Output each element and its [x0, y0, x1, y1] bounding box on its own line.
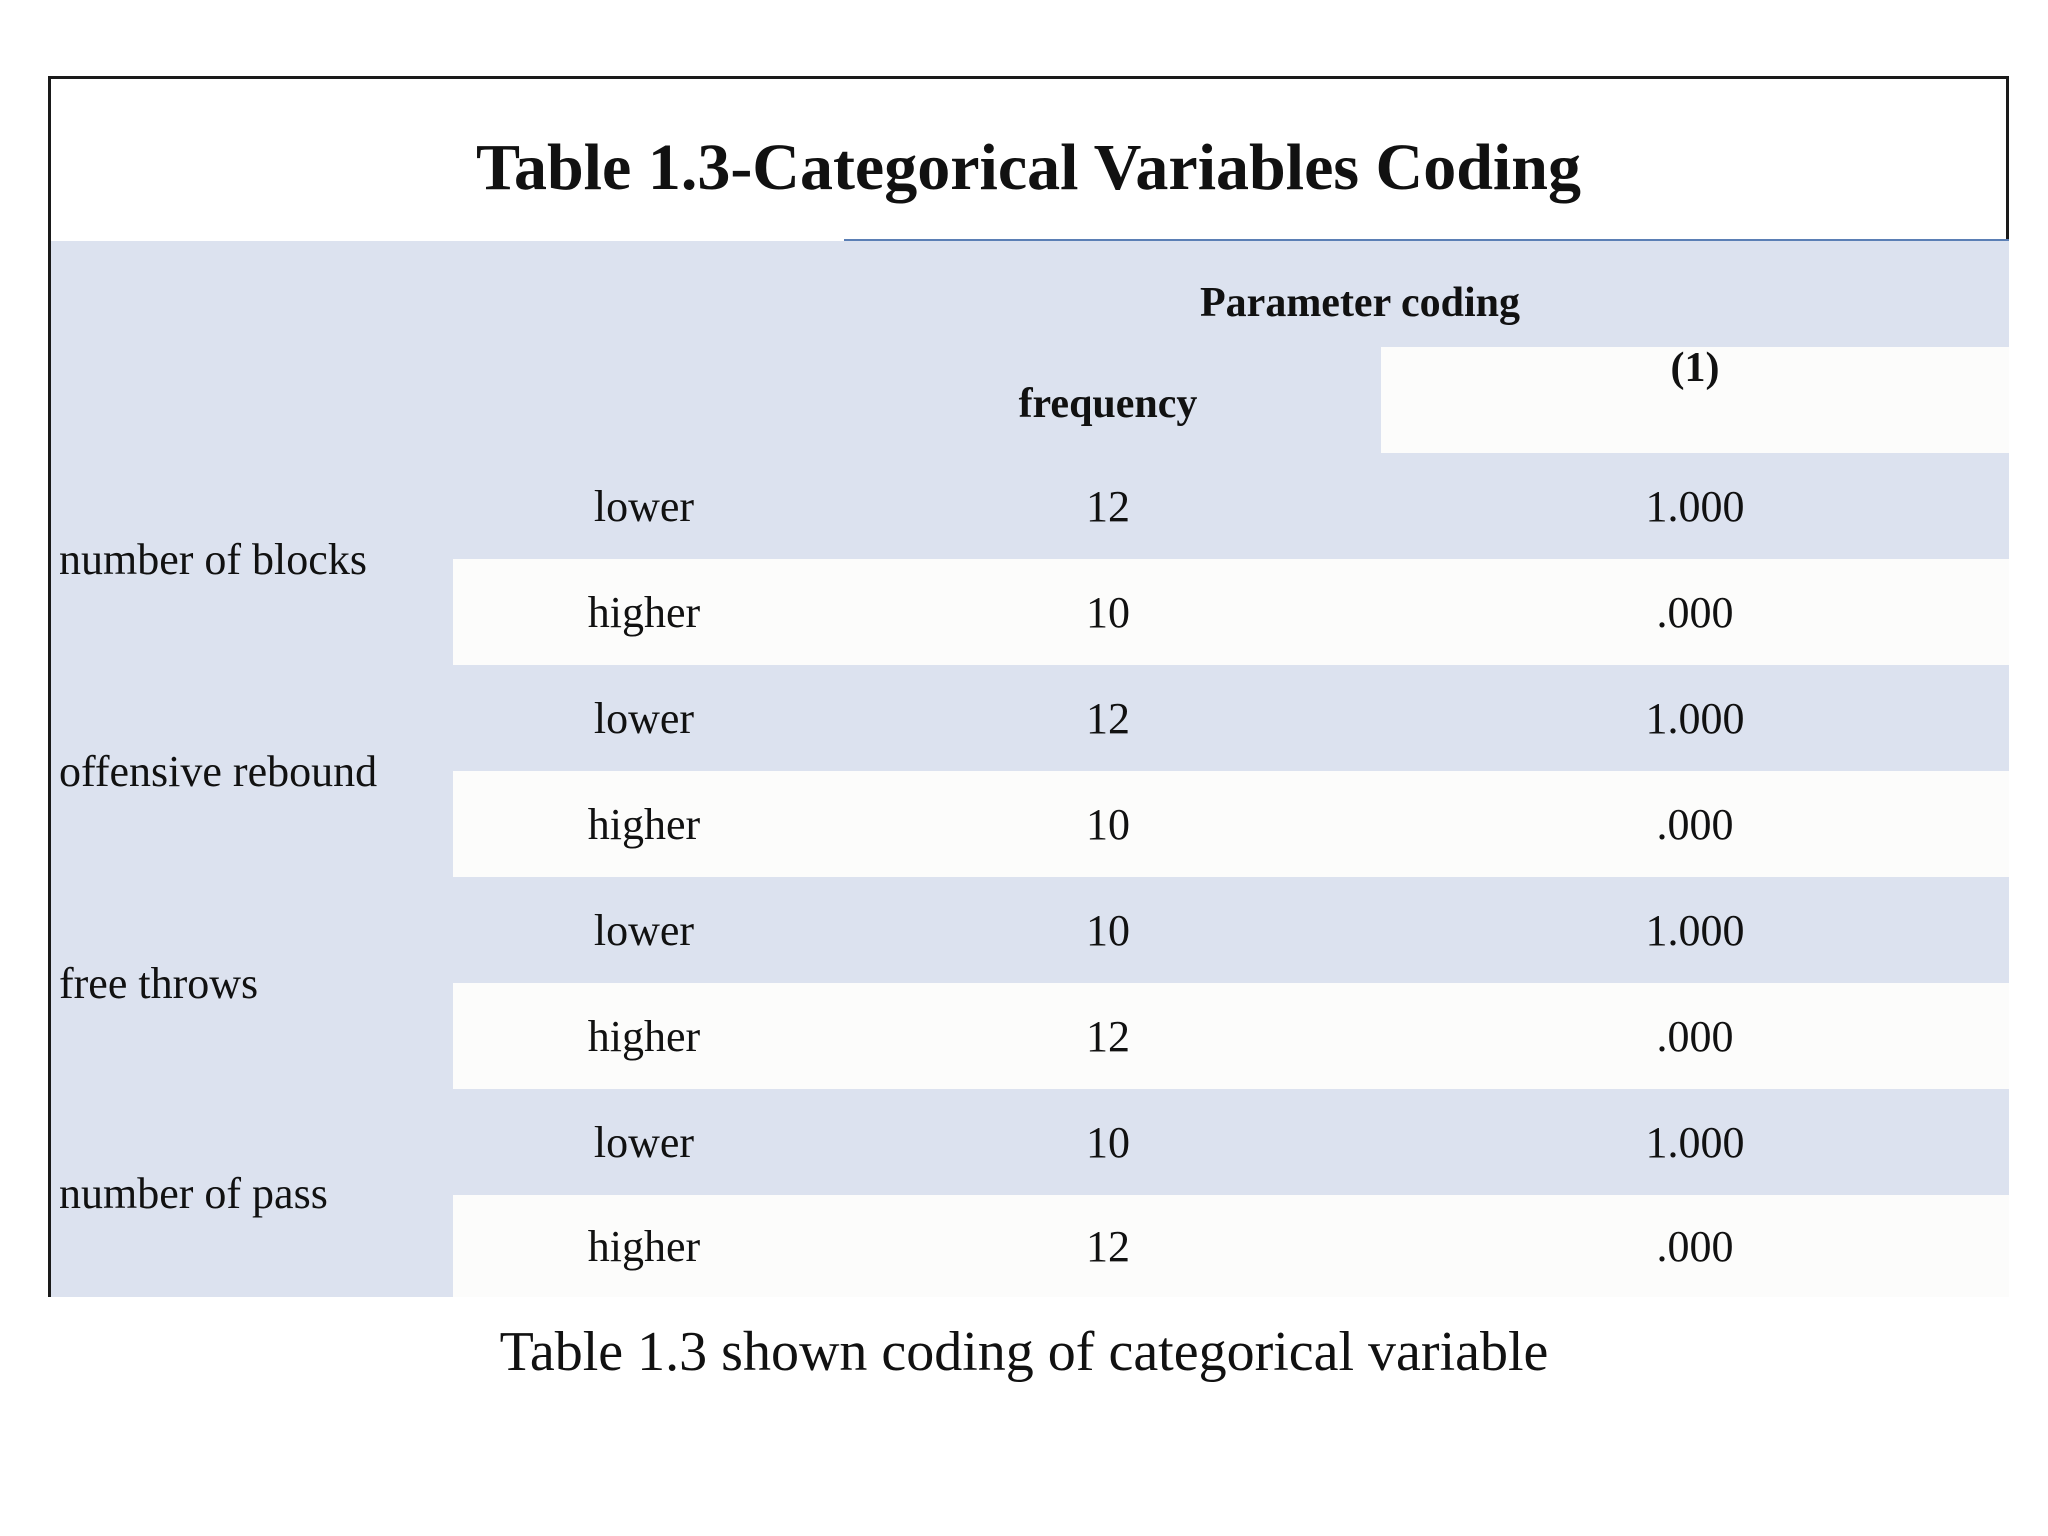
- frequency-cell: 10: [1086, 799, 1130, 849]
- frequency-cell: 10: [1086, 587, 1130, 637]
- coding-cell: 1.000: [1645, 481, 1745, 531]
- coding-cell: 1.000: [1645, 1117, 1745, 1167]
- table-title: Table 1.3-Categorical Variables Coding: [476, 131, 1581, 204]
- header-frequency: frequency: [1018, 381, 1198, 427]
- frequency-cell: 12: [1086, 1011, 1130, 1061]
- frequency-cell: 10: [1086, 1117, 1130, 1167]
- coding-cell: .000: [1656, 587, 1734, 637]
- table-frame: [48, 76, 2009, 1297]
- frequency-cell: 12: [1086, 481, 1130, 531]
- variable-label: offensive rebound: [51, 665, 453, 877]
- variable-label: number of blocks: [51, 453, 453, 665]
- coding-cell: .000: [1656, 799, 1734, 849]
- coding-cell: 1.000: [1645, 905, 1745, 955]
- frequency-cell: 12: [1086, 1221, 1130, 1271]
- table-caption: Table 1.3 shown coding of categorical variable: [499, 1321, 1549, 1383]
- coding-cell: .000: [1656, 1011, 1734, 1061]
- coding-cell: .000: [1656, 1221, 1734, 1271]
- level-cell: higher: [587, 587, 701, 637]
- level-cell: lower: [593, 1117, 695, 1167]
- frequency-cell: 12: [1086, 693, 1130, 743]
- variable-label: number of pass: [51, 1089, 453, 1297]
- frequency-cell: 10: [1086, 905, 1130, 955]
- coding-cell: 1.000: [1645, 693, 1745, 743]
- level-cell: higher: [587, 1011, 701, 1061]
- coding-table: [51, 241, 2009, 1297]
- level-cell: higher: [587, 1221, 701, 1271]
- level-cell: higher: [587, 799, 701, 849]
- header-parameter-coding: Parameter coding: [1200, 280, 1520, 326]
- level-cell: lower: [593, 905, 695, 955]
- header-coding-index: (1): [1670, 345, 1720, 391]
- level-cell: lower: [593, 481, 695, 531]
- variable-label: free throws: [51, 877, 453, 1089]
- level-cell: lower: [593, 693, 695, 743]
